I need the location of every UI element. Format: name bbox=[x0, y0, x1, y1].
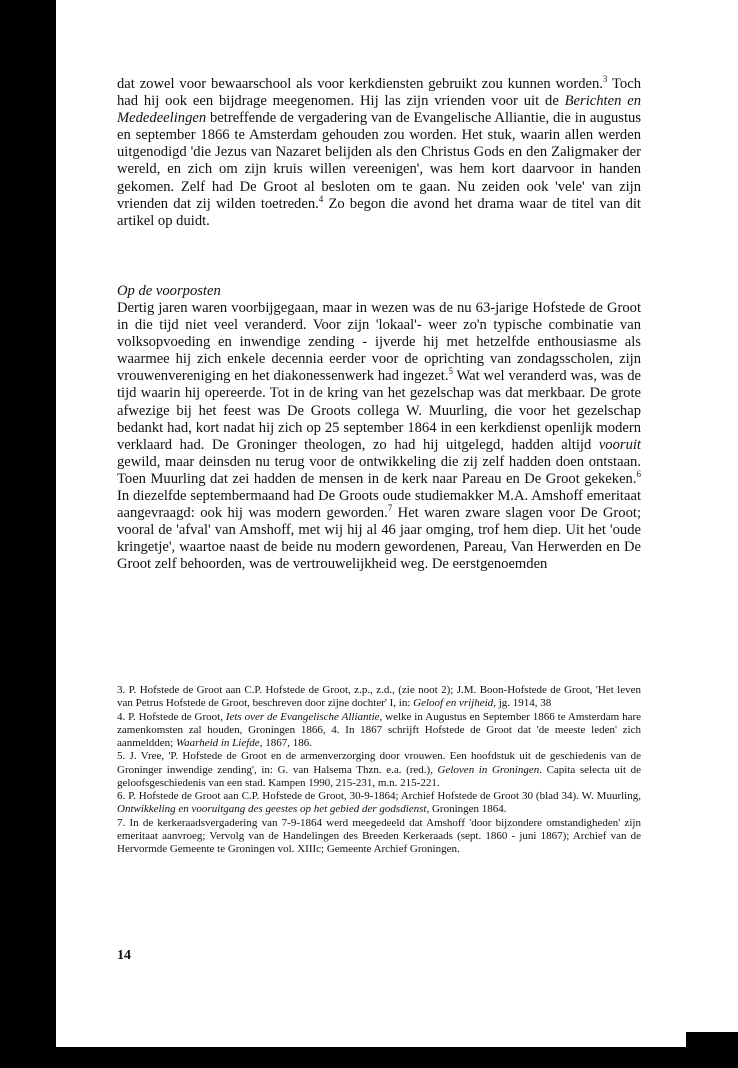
footnote-4: 4. P. Hofstede de Groot, Iets over de Evangelische Alliantie, welke in Augustus en September 1866 te Amsterdam hare zamenkomsten zal houden, Groningen 1866, 4. In 1867 schrijft Hofstede de Groot dat 'de meeste leden' zich aanmeldden; Waarheid in Liefde, 1867, 186. bbox=[117, 710, 642, 749]
footnote-ref-3[interactable]: 3 bbox=[602, 74, 608, 84]
scan-border-left bbox=[0, 0, 56, 1068]
footnote-6: 6. P. Hofstede de Groot aan C.P. Hofstede de Groot, 30-9-1864; Archief Hofstede de Groot 30 (blad 34). W. Muurling, Ontwikkeling en vooruitgang des geestes op het gebied der godsdienst, Groningen 1864. bbox=[117, 790, 641, 816]
scan-border-corner bbox=[686, 1032, 738, 1068]
page-number: 14 bbox=[117, 948, 131, 963]
footnote-ref-7[interactable]: 7 bbox=[387, 503, 393, 514]
section-heading: Op de voorposten bbox=[117, 283, 221, 299]
footnote-ref-4[interactable]: 4 bbox=[318, 193, 324, 204]
body-paragraph-2: Dertig jaren waren voorbijgegaan, maar in wezen was de nu 63-jarige Hofstede de Groot in die tijd niet veel veranderd. Voor zijn 'lokaal'- weer zo'n typische combinatie van volksopvoeding en inwendige zending - ijverde hij met hetzelfde enthousiasme als waarmee hij zich enkele decennia eerder voor de oprichting van zondagsscholen, zijn vrouwenvereniging en het diakonessenwerk had ingezet.$^5$ Wat wel veranderd was, was de tijd waarin hij opereerde. Tot in de kring van het gezelschap was dat merkbaar. De grote afwezige bij het feest was De Groots collega W. Muurling, die voor het gezelschap bedankt had, kort nadat hij zich op 25 september 1864 in een kerkdienst openlijk modern verklaard had. De Groninger theologen, zo had hij uitgelegd, hadden altijd vooruit gewild, maar deinsden nu terug voor de ontwikkeling die zij zelf hadden doen ontstaan. Toen Muurling dat zei hadden de mensen in de kerk naar Pareau en De Groot gekeken.$^6$ In diezelfde septembermaand had De Groots oude studiemakker M.A. Amshoff emeritaat aangevraagd: ook hij was modern geworden.$^7$ Het waren zware slagen voor De Groot; vooral de 'afval' van Amshoff, met wij hij al 46 jaar omging, trof hem diep. Uit het 'oude kringetje', waartoe naast de beide nu modern gewordenen, Pareau, Van Herwerden en De Groot zelf behoorden, was de vertrouwelijkheid weg. De eerstgenoemden bbox=[117, 300, 641, 573]
scan-border-bottom bbox=[0, 1047, 738, 1068]
footnote-ref-5[interactable]: 5 bbox=[448, 366, 453, 377]
footnote-ref-6[interactable]: 6 bbox=[636, 468, 641, 479]
footnotes bbox=[117, 684, 641, 857]
body-paragraph-1: dat zowel voor bewaarschool als voor kerkdiensten gebruikt zou kunnen worden.$^3$ Toch had hij ook een bijdrage meegenomen. Hij las zijn vrienden voor uit de Berichten en Mededeelingen betreffende de vergadering van de Evangelische Alliantie, die in augustus en september 1866 te Amsterdam gehouden zou worden. Het stuk, waarin allen werden uitgenodigd 'die Jezus van Nazaret belijden als den Christus Gods en den Zaligmaker der wereld, en zich om zijn kruis willen vereenigen', was hem kort daarvoor in handen gekomen. Zelf had De Groot al besloten om te gaan. Nu zeiden ook 'vele' van zijn vrienden dat zij wilden toetreden.$^4$ Zo begon die avond het drama waar de titel van dit artikel op duidt. bbox=[117, 74, 641, 229]
footnote-7: 7. In de kerkeraadsvergadering van 7-9-1864 werd meegedeeld dat Amshoff 'door bijzondere omstandigheden' zijn emeritaat aanvroeg; Vervolg van de Handelingen des Breeden Kerkeraads (sept. 1860 - juni 1867); Archief van de Hervormde Gemeente te Groningen vol. XIIIc; Gemeente Archief Groningen. bbox=[117, 816, 641, 856]
footnote-5: 5. J. Vree, 'P. Hofstede de Groot en de armenverzorging door vrouwen. Een hoofdstuk uit de geschiedenis van de Groninger inwendige zending', in: G. van Halsema Thzn. e.a. (red.), Geloven in Groningen. Capita selecta uit de geloofsgeschiedenis van een stad. Kampen 1990, 215-231, m.n. 215-221. bbox=[117, 750, 641, 789]
footnote-3: 3. P. Hofstede de Groot aan C.P. Hofstede de Groot, z.p., z.d., (zie noot 2); J.M. Boon-Hofstede de Groot, 'Het leven van Petrus Hofstede de Groot, beschreven door zijne dochter' I, in: Geloof en vrijheid, jg. 1914, 38 bbox=[117, 684, 641, 710]
